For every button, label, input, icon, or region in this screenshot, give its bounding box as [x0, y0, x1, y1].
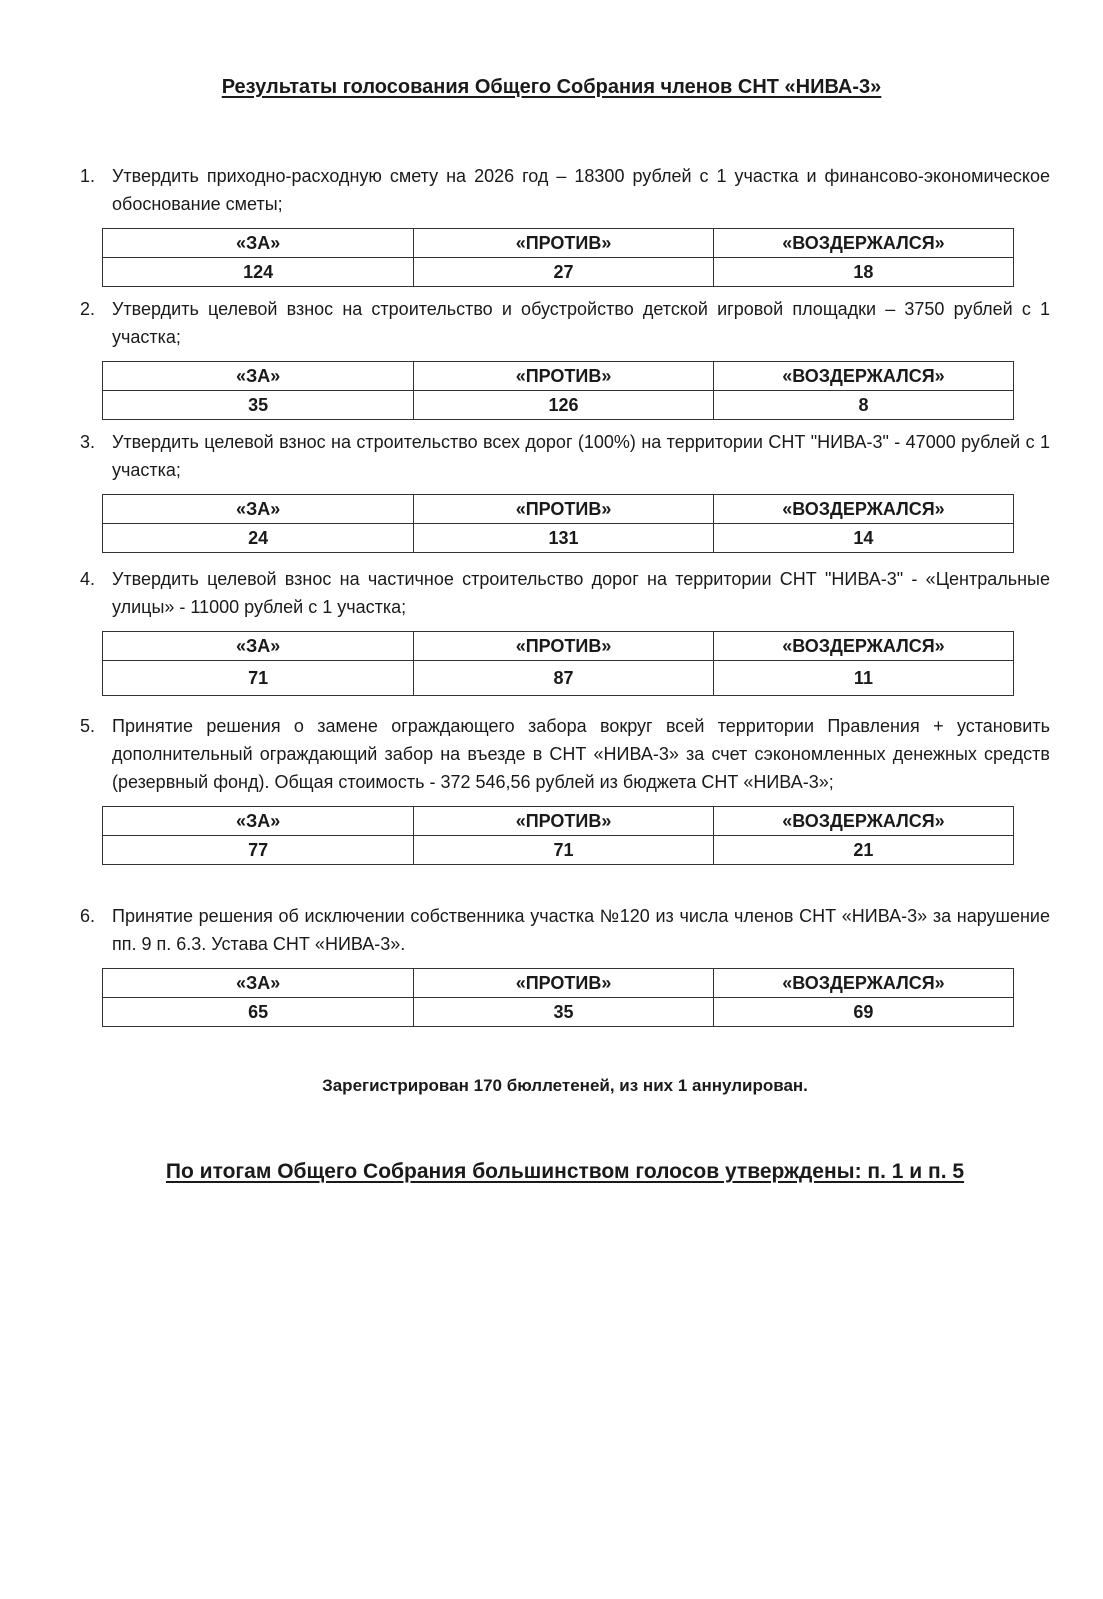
agenda-item-text — [80, 428, 1050, 484]
agenda-item-number: 3. — [80, 432, 96, 452]
vote-header-row — [103, 229, 1014, 258]
agenda-item-text — [80, 162, 1050, 218]
vote-results-table — [102, 494, 1014, 553]
meeting-summary — [0, 1160, 1103, 1184]
count-against: 71 — [414, 836, 714, 865]
vote-results-table — [102, 228, 1014, 287]
agenda-item-text — [80, 712, 1050, 796]
header-against: «ПРОТИВ» — [414, 495, 714, 524]
header-for: «ЗА» — [103, 632, 414, 661]
agenda-item-description: Принятие решения об исключении собственника участка №120 из числа членов СНТ «НИВА-3» за нарушение пп. 9 п. 6.3. Устава СНТ «НИВА-3». — [112, 906, 1050, 954]
vote-count-row — [103, 258, 1014, 287]
count-abstained: 11 — [713, 661, 1013, 696]
vote-count-row — [103, 998, 1014, 1027]
vote-header-row — [103, 807, 1014, 836]
count-for: 65 — [103, 998, 414, 1027]
header-abstained: «ВОЗДЕРЖАЛСЯ» — [713, 632, 1013, 661]
header-for: «ЗА» — [103, 495, 414, 524]
header-abstained: «ВОЗДЕРЖАЛСЯ» — [713, 362, 1013, 391]
header-against: «ПРОТИВ» — [414, 632, 714, 661]
vote-header-row — [103, 632, 1014, 661]
header-abstained: «ВОЗДЕРЖАЛСЯ» — [713, 495, 1013, 524]
header-against: «ПРОТИВ» — [414, 807, 714, 836]
count-for: 24 — [103, 524, 414, 553]
vote-count-row — [103, 661, 1014, 696]
count-abstained: 8 — [713, 391, 1013, 420]
count-abstained: 14 — [713, 524, 1013, 553]
agenda-item-description: Утвердить приходно-расходную смету на 2026 год – 18300 рублей с 1 участка и финансово-экономическое обоснование сметы; — [112, 166, 1050, 214]
agenda-item-text — [80, 565, 1050, 621]
count-against: 35 — [414, 998, 714, 1027]
registered-ballots-note: Зарегистрирован 170 бюллетеней, из них 1 аннулирован. — [322, 1076, 808, 1095]
count-against: 87 — [414, 661, 714, 696]
agenda-item-3 — [80, 428, 1050, 553]
header-abstained: «ВОЗДЕРЖАЛСЯ» — [713, 807, 1013, 836]
vote-results-table — [102, 361, 1014, 420]
agenda-item-number: 1. — [80, 166, 96, 186]
vote-header-row — [103, 362, 1014, 391]
header-abstained: «ВОЗДЕРЖАЛСЯ» — [713, 229, 1013, 258]
agenda-item-number: 2. — [80, 299, 96, 319]
header-against: «ПРОТИВ» — [414, 362, 714, 391]
count-abstained: 69 — [713, 998, 1013, 1027]
vote-count-row — [103, 391, 1014, 420]
agenda-item-number: 5. — [80, 716, 96, 736]
vote-results-table — [102, 631, 1014, 696]
agenda-item-text — [80, 295, 1050, 351]
count-for: 35 — [103, 391, 414, 420]
header-for: «ЗА» — [103, 229, 414, 258]
agenda-item-5 — [80, 712, 1050, 865]
count-abstained: 18 — [713, 258, 1013, 287]
vote-results-table — [102, 806, 1014, 865]
vote-results-table — [102, 968, 1014, 1027]
header-against: «ПРОТИВ» — [414, 229, 714, 258]
header-abstained: «ВОЗДЕРЖАЛСЯ» — [713, 969, 1013, 998]
header-for: «ЗА» — [103, 969, 414, 998]
agenda-item-number: 4. — [80, 569, 96, 589]
vote-header-row — [103, 495, 1014, 524]
count-against: 27 — [414, 258, 714, 287]
agenda-item-description: Утвердить целевой взнос на частичное строительство дорог на территории СНТ "НИВА-3" - «Центральные улицы» - 11000 рублей с 1 участка; — [112, 569, 1050, 617]
agenda-item-description: Принятие решения о замене ограждающего забора вокруг всей территории Правления + установить дополнительный ограждающий забор на въезде в СНТ «НИВА-3» за счет сэкономленных денежных средств (резервный фонд). Общая стоимость - 372 546,56 рублей из бюджета СНТ «НИВА-3»; — [112, 716, 1050, 792]
header-for: «ЗА» — [103, 807, 414, 836]
agenda-item-2 — [80, 295, 1050, 420]
vote-count-row — [103, 836, 1014, 865]
agenda-item-6 — [80, 902, 1050, 1027]
vote-count-row — [103, 524, 1014, 553]
agenda-item-4 — [80, 565, 1050, 696]
count-abstained: 21 — [713, 836, 1013, 865]
meeting-summary-text: По итогам Общего Собрания большинством голосов утверждены: п. 1 и п. 5 — [165, 1160, 965, 1183]
agenda-item-description: Утвердить целевой взнос на строительство всех дорог (100%) на территории СНТ "НИВА-3" - 47000 рублей с 1 участка; — [112, 432, 1050, 480]
document-title-text: Результаты голосования Общего Собрания членов СНТ «НИВА-3» — [221, 76, 882, 98]
header-for: «ЗА» — [103, 362, 414, 391]
agenda-item-text — [80, 902, 1050, 958]
count-for: 71 — [103, 661, 414, 696]
agenda-item-description: Утвердить целевой взнос на строительство и обустройство детской игровой площадки – 3750 рублей с 1 участка; — [112, 299, 1050, 347]
document-title — [0, 76, 1103, 99]
header-against: «ПРОТИВ» — [414, 969, 714, 998]
count-for: 77 — [103, 836, 414, 865]
vote-header-row — [103, 969, 1014, 998]
count-against: 126 — [414, 391, 714, 420]
count-against: 131 — [414, 524, 714, 553]
agenda-item-number: 6. — [80, 906, 96, 926]
count-for: 124 — [103, 258, 414, 287]
agenda-item-1 — [80, 162, 1050, 287]
